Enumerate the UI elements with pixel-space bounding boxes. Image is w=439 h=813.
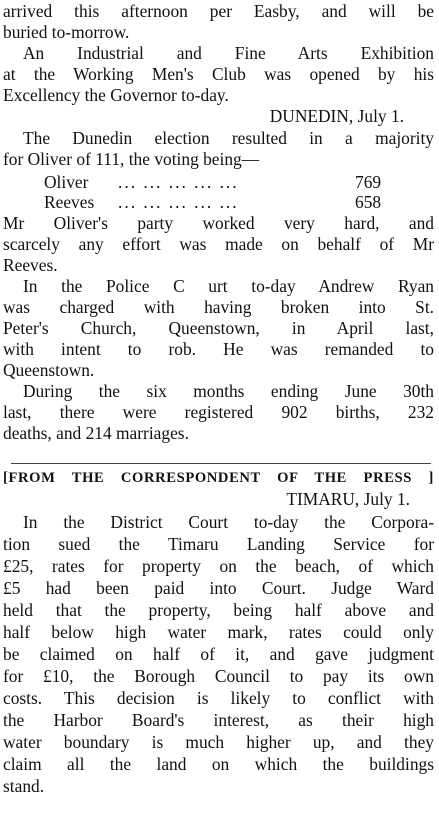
text-line: scarcely any effort was made on behalf of Mr (3, 234, 434, 254)
text-line: £5 had been paid into Court. Judge Ward (3, 578, 434, 598)
correspondent-byline: [FROM THE CORRESPONDENT OF THE PRESS ] (3, 470, 434, 486)
vote-row-oliver (3, 171, 434, 193)
leader-dots: ... ... ... ... ... (118, 172, 239, 192)
text-line: The Dunedin election resulted in a majority (23, 128, 434, 148)
text-line: £25, rates for property on the beach, of which (3, 556, 434, 576)
text-line: for £10, the Borough Council to pay its own (3, 666, 434, 686)
text-line: Queenstown. (3, 360, 95, 380)
vote-count: 769 (355, 172, 382, 192)
text-line: the Harbor Board's interest, as their high (3, 710, 434, 730)
text-line: held that the property, being half above and (3, 600, 434, 620)
text-line: water boundary is much higher up, and they (3, 732, 434, 752)
text-line: Excellency the Governor to-day. (3, 85, 229, 105)
text-line: Reeves. (3, 255, 58, 275)
text-line: Mr Oliver's party worked very hard, and (3, 213, 434, 233)
candidate-name: Reeves (44, 192, 95, 212)
text-line: claim all the land on which the buildings (3, 754, 434, 774)
text-line: stand. (3, 776, 45, 796)
text-line: During the six months ending June 30th (23, 381, 434, 401)
text-line: tion sued the Timaru Landing Service for (3, 534, 434, 554)
text-line: for Oliver of 111, the voting being— (3, 149, 260, 169)
text-line: In the District Court to-day the Corpora- (23, 512, 434, 532)
vote-count: 658 (355, 192, 382, 212)
text-line: buried to-morrow. (3, 22, 130, 42)
text-line: An Industrial and Fine Arts Exhibition (23, 43, 434, 63)
vote-row-reeves (3, 191, 434, 213)
text-line: last, there were registered 902 births, 232 (3, 402, 434, 422)
text-line: was charged with having broken into St. (3, 297, 434, 317)
text-line: arrived this afternoon per Easby, and will be (3, 1, 434, 21)
text-line: In the Police C urt to-day Andrew Ryan (23, 276, 434, 296)
text-line: Peter's Church, Queenstown, in April last, (3, 318, 434, 338)
text-line: with intent to rob. He was remanded to (3, 339, 434, 359)
dateline-dunedin: DUNEDIN, July 1. (269, 106, 404, 126)
text-line: half below high water mark, rates could only (3, 622, 434, 642)
text-line: be claimed on half of it, and gave judgment (3, 644, 434, 664)
leader-dots: ... ... ... ... ... (118, 192, 239, 212)
text-line: at the Working Men's Club was opened by his (3, 64, 434, 84)
text-line: deaths, and 214 marriages. (3, 423, 189, 443)
candidate-name: Oliver (44, 172, 89, 192)
dateline-timaru: TIMARU, July 1. (286, 489, 410, 509)
text-line: costs. This decision is likely to conflict with (3, 688, 434, 708)
section-divider (11, 463, 431, 464)
